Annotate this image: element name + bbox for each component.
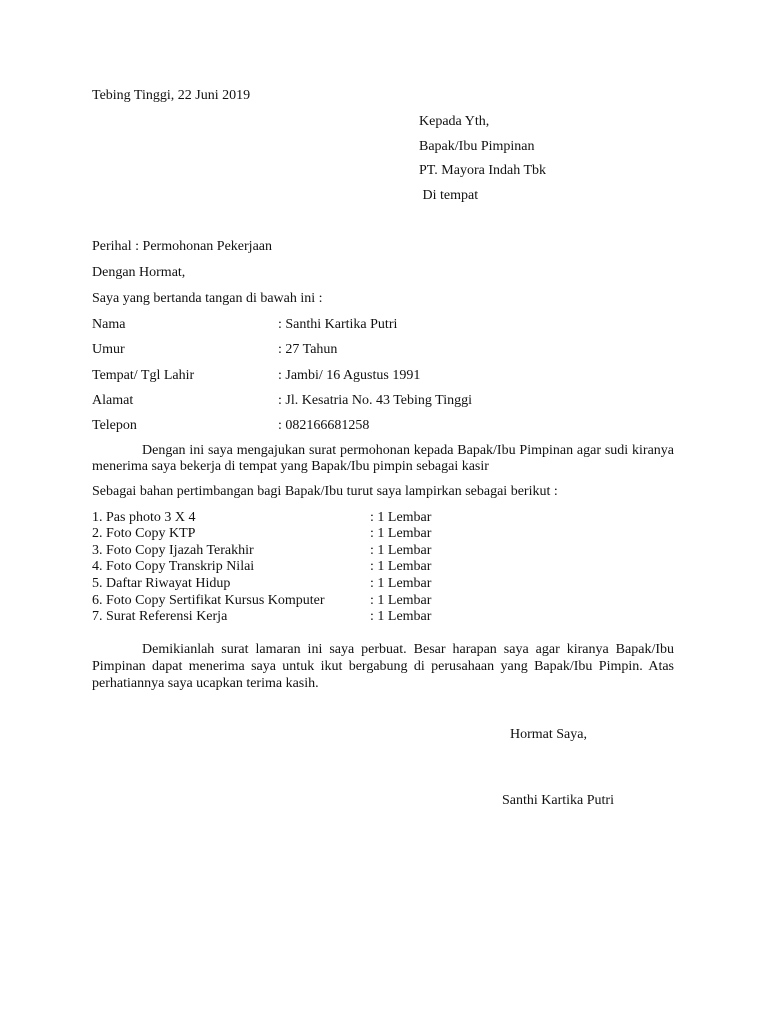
recipient-line: PT. Mayora Indah Tbk	[419, 163, 547, 178]
identity-value: : 082166681258	[278, 418, 370, 433]
recipient-line: Bapak/Ibu Pimpinan	[419, 139, 535, 154]
identity-label: Telepon	[92, 418, 137, 433]
attachment-item: 7. Surat Referensi Kerja	[92, 609, 228, 624]
place-date: Tebing Tinggi, 22 Juni 2019	[92, 88, 251, 103]
attachment-qty: : 1 Lembar	[370, 543, 432, 558]
request-paragraph-line: Dengan ini saya mengajukan surat permohonan kepada Bapak/Ibu Pimpinan agar sudi kiranya	[142, 443, 674, 458]
greeting: Dengan Hormat,	[92, 265, 186, 280]
attachments-intro: Sebagai bahan pertimbangan bagi Bapak/Ibu turut saya lampirkan sebagai berikut :	[92, 484, 558, 499]
closing-paragraph-line: perhatiannya saya ucapkan terima kasih.	[92, 676, 319, 691]
recipient-line: Kepada Yth,	[419, 114, 490, 129]
attachment-qty: : 1 Lembar	[370, 526, 432, 541]
sign-off: Hormat Saya,	[510, 727, 587, 742]
attachment-qty: : 1 Lembar	[370, 593, 432, 608]
attachment-item: 3. Foto Copy Ijazah Terakhir	[92, 543, 254, 558]
signature-name: Santhi Kartika Putri	[502, 793, 614, 808]
identity-value: : Jambi/ 16 Agustus 1991	[278, 368, 421, 383]
attachment-item: 1. Pas photo 3 X 4	[92, 510, 196, 525]
identity-value: : Santhi Kartika Putri	[278, 317, 398, 332]
attachment-qty: : 1 Lembar	[370, 576, 432, 591]
attachment-item: 6. Foto Copy Sertifikat Kursus Komputer	[92, 593, 325, 608]
request-paragraph-line: menerima saya bekerja di tempat yang Bapak/Ibu pimpin sebagai kasir	[92, 459, 489, 474]
identity-value: : Jl. Kesatria No. 43 Tebing Tinggi	[278, 393, 472, 408]
subject: Perihal : Permohonan Pekerjaan	[92, 239, 273, 254]
intro: Saya yang bertanda tangan di bawah ini :	[92, 291, 323, 306]
attachment-qty: : 1 Lembar	[370, 559, 432, 574]
identity-label: Alamat	[92, 393, 134, 408]
attachment-item: 2. Foto Copy KTP	[92, 526, 196, 541]
attachment-qty: : 1 Lembar	[370, 510, 432, 525]
closing-paragraph-line: Pimpinan dapat menerima saya untuk ikut bergabung di perusahaan yang Bapak/Ibu Pimpin. Atas	[92, 659, 674, 674]
identity-label: Umur	[92, 342, 125, 357]
closing-paragraph-line: Demikianlah surat lamaran ini saya perbuat. Besar harapan saya agar kiranya Bapak/Ibu	[142, 642, 674, 657]
attachment-item: 4. Foto Copy Transkrip Nilai	[92, 559, 255, 574]
recipient-line: Di tempat	[419, 188, 479, 203]
attachment-item: 5. Daftar Riwayat Hidup	[92, 576, 231, 591]
identity-label: Tempat/ Tgl Lahir	[92, 368, 195, 383]
identity-value: : 27 Tahun	[278, 342, 338, 357]
identity-label: Nama	[92, 317, 126, 332]
attachment-qty: : 1 Lembar	[370, 609, 432, 624]
